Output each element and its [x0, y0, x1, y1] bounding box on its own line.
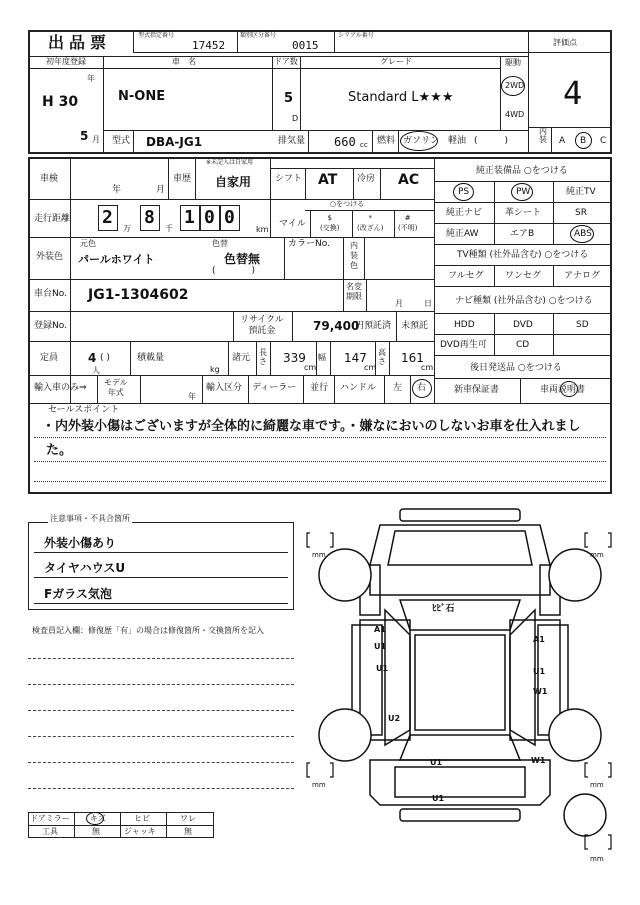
tools-mirror: ドアミラー	[30, 814, 70, 823]
later-title: 後日発送品 ○をつける	[470, 363, 562, 373]
tv-analog: アナログ	[564, 271, 601, 281]
damage-mark-u1-rear: U1	[430, 758, 443, 767]
capacity-value: 4	[88, 351, 97, 365]
mileage-digit-4: 0	[204, 207, 215, 228]
ac-value: AC	[398, 172, 420, 188]
mileage-digit-2: 8	[144, 207, 155, 228]
tools-tool-value: 無	[92, 827, 100, 836]
mileage-label: 走行距離	[34, 214, 71, 224]
mileage-digit-5: 0	[224, 207, 235, 228]
door-type: D	[292, 114, 299, 123]
equip-abs: ABS	[574, 229, 592, 239]
grade-label: グレード	[380, 57, 412, 66]
tools-break: ワレ	[180, 814, 196, 823]
mile-exchanged: $ (交換)	[320, 214, 340, 232]
model-year-unit: 年	[188, 392, 196, 401]
load-unit: kg	[210, 365, 220, 374]
score-value: 4	[563, 74, 583, 112]
chassis-label: 車台No.	[34, 289, 67, 299]
import-dealer: ディーラー	[252, 383, 297, 393]
cc-unit: cc	[360, 141, 368, 149]
year-unit: 年	[87, 74, 95, 83]
equip-sr: SR	[575, 208, 587, 218]
navi-hdd: HDD	[454, 320, 475, 330]
tv-title: TV種類 (社外品含む) ○をつける	[457, 250, 589, 260]
damage-mark-windshield: ﾋﾋﾞ石	[432, 604, 455, 614]
repaint-label: 色替	[212, 239, 228, 248]
model-year-label: モデル 年式	[104, 378, 128, 397]
tread-unit-fl: mm	[312, 551, 326, 559]
car-name-label: 車 名	[172, 57, 196, 66]
navi-dvd: DVD	[513, 320, 533, 330]
drive-2wd: 2WD	[505, 81, 525, 90]
mileage-digit-3: 1	[184, 207, 195, 228]
load-label: 積載量	[137, 353, 165, 363]
damage-mark-u1-right: U1	[533, 667, 546, 676]
equip-tv: 純正TV	[566, 187, 596, 197]
length-label: 長さ	[259, 348, 267, 366]
grade-value: Standard L★★★	[348, 90, 454, 105]
repaint-paren: ( )	[212, 266, 256, 276]
cc-value: 660	[334, 135, 356, 149]
tools-jack-label: ジャッキ	[124, 827, 156, 836]
tools-scratch-circle	[86, 812, 104, 825]
tread-unit-fr: mm	[590, 551, 604, 559]
damage-mark-u1-rear-bumper: U1	[432, 794, 445, 803]
length-value: 339	[283, 351, 306, 365]
mile-label: マイル	[279, 219, 306, 229]
later-manual: 車両説明書	[540, 385, 586, 395]
width-unit: cm	[364, 363, 377, 372]
later-warranty: 新車保証書	[454, 385, 500, 395]
cc-label: 排気量	[278, 136, 306, 146]
drive-4wd: 4WD	[505, 110, 525, 119]
mileage-digit-1: 2	[102, 207, 113, 228]
interior-b-circle	[575, 132, 592, 149]
handle-right: 右	[417, 383, 427, 393]
first-reg-label: 初年度登録	[46, 57, 86, 66]
height-unit: cm	[421, 363, 434, 372]
shift-value: AT	[318, 172, 338, 188]
equip-leather: 革シート	[505, 208, 542, 218]
length-unit: cm	[304, 363, 317, 372]
history-note: ※未記入は自家用	[206, 159, 254, 166]
equip-aw: 純正AW	[446, 229, 479, 239]
dim-label: 諸元	[232, 353, 251, 363]
car-name: N-ONE	[118, 89, 166, 104]
handle-label: ハンドル	[340, 383, 377, 393]
orig-color-label: 元色	[80, 239, 96, 248]
form-title: 出品票	[48, 33, 112, 52]
serial-label: シリアル番号	[338, 32, 374, 39]
later-manual-circle	[560, 381, 578, 397]
tools-scratch: キズ	[90, 814, 106, 823]
recycle-none: 未預託	[401, 321, 429, 331]
note-item-1: 外装小傷あり	[44, 536, 117, 550]
fuel-circle	[400, 131, 438, 151]
tv-oneseg: ワンセグ	[505, 271, 542, 281]
mile-unknown: # (不明)	[398, 214, 418, 232]
reg-month: 5	[80, 129, 89, 143]
tools-tool-label: 工具	[42, 827, 58, 836]
mileage-sen: 千	[165, 224, 173, 233]
interior-c: C	[600, 136, 607, 146]
recycle-value: 79,400	[313, 319, 360, 333]
damage-mark-u2-left-rear: U2	[388, 714, 401, 723]
history-value: 自家用	[215, 175, 252, 189]
name-change-month: 月	[395, 299, 403, 308]
tread-unit-rl: mm	[312, 781, 326, 789]
damage-mark-a1-left-front: A1	[374, 625, 386, 634]
score-label: 評価点	[553, 38, 577, 47]
import-kind-label: 輸入区分	[206, 383, 243, 393]
car-diagram	[300, 505, 620, 865]
note-item-2: タイヤハウスU	[44, 561, 126, 575]
mileage-man: 万	[123, 224, 131, 233]
tread-unit-spare: mm	[590, 855, 604, 863]
name-change-label: 名変 期限	[346, 282, 362, 301]
equip-pw-circle	[511, 183, 533, 201]
navi-title: ナビ種類 (社外品含む) ○をつける	[455, 296, 593, 306]
class-no-value: 0015	[292, 39, 319, 52]
color-no-label: カラーNo.	[288, 239, 330, 249]
width-label: 幅	[318, 353, 326, 362]
equip-pw: PW	[516, 187, 531, 197]
damage-mark-u1-left-front: U1	[374, 642, 387, 651]
model-no-label: 型式指定番号	[138, 32, 175, 39]
capacity-paren: ( )	[100, 353, 110, 363]
orig-color-value: パールホワイト	[78, 253, 155, 266]
type-value: DBA-JG1	[146, 135, 203, 149]
fuel-other: ( )	[474, 136, 509, 146]
equip-navi: 純正ナビ	[446, 208, 483, 218]
import-parallel: 並行	[310, 383, 329, 393]
height-label: 高さ	[378, 348, 386, 366]
fuel-diesel: 軽油	[448, 136, 467, 146]
equipment-title: 純正装備品 ○をつける	[476, 166, 568, 176]
reg-no-label: 登録No.	[34, 321, 67, 331]
fuel-label: 燃料	[377, 136, 396, 146]
sales-point-label: セールスポイント	[48, 405, 120, 415]
cd-label: CD	[516, 340, 530, 350]
tread-unit-rr: mm	[590, 781, 604, 789]
model-no-value: 17452	[192, 39, 226, 52]
sales-point-line-2: た。	[46, 443, 73, 458]
mileage-km: km	[256, 225, 269, 234]
color-label: 外装色	[36, 252, 64, 262]
damage-mark-u1-left-rear-door: U1	[376, 664, 389, 673]
int-color-label: 内 装 色	[350, 241, 358, 270]
handle-left: 左	[393, 383, 403, 393]
shaken-year-unit: 年	[112, 185, 122, 195]
recycle-unit: 円預託済	[355, 321, 392, 331]
chassis-value: JG1-1304602	[88, 287, 189, 303]
capacity-unit: 人	[92, 366, 100, 375]
mile-note: ○をつける	[330, 200, 365, 208]
drive-label: 駆動	[505, 58, 521, 67]
shift-label: シフト	[275, 174, 303, 184]
note-item-3: Fガラス気泡	[44, 587, 112, 601]
equip-ps: PS	[458, 187, 470, 197]
repaint-value: 色替無	[224, 252, 261, 266]
damage-mark-w1-right: W1	[533, 687, 548, 696]
tools-jack-value: 無	[184, 827, 192, 836]
tv-fullseg: フルセグ	[448, 271, 484, 281]
recycle-label: リサイクル 預託金	[240, 315, 284, 336]
shaken-label: 車検	[40, 174, 59, 184]
interior-a: A	[559, 136, 566, 146]
damage-mark-w1-rear-right: W1	[531, 756, 546, 765]
ac-label: 冷房	[357, 174, 376, 184]
navi-sd: SD	[576, 320, 589, 330]
capacity-label: 定員	[40, 353, 59, 363]
month-unit: 月	[92, 135, 100, 144]
history-label: 車歴	[173, 174, 192, 184]
mile-modified: * (改ざん)	[357, 214, 384, 232]
handle-right-circle	[412, 379, 432, 398]
type-label: 型式	[112, 136, 131, 146]
interior-label: 内装	[539, 127, 547, 144]
class-no-label: 類別区分番号	[240, 32, 277, 39]
import-label: 輸入車のみ⇒	[34, 383, 87, 393]
dvd-playback-label: DVD再生可	[440, 340, 487, 350]
fuel-gasoline: ガソリン	[403, 136, 440, 146]
height-value: 161	[401, 351, 424, 365]
name-change-day: 日	[424, 299, 432, 308]
equip-ps-circle	[453, 183, 474, 201]
equip-abs-circle	[570, 225, 594, 243]
door-count: 5	[284, 91, 294, 106]
equip-airbag: エアB	[510, 229, 535, 239]
reg-era-year: H 30	[42, 94, 79, 110]
damage-mark-a1-right: A1	[533, 635, 545, 644]
notes-label: 注意事項・不具合箇所	[50, 514, 130, 523]
doors-label: ドア数	[274, 57, 298, 66]
tools-crack: ヒビ	[134, 814, 150, 823]
interior-b: B	[580, 136, 587, 146]
sales-point-line-1: ・内外装小傷はございますが全体的に綺麗な車です。・嫌なにおいのしないお車を仕入れまし	[42, 419, 581, 434]
inspector-label: 検査員記入欄：修復歴「有」の場合は修復箇所・交換箇所を記入	[32, 626, 264, 635]
width-value: 147	[344, 351, 367, 365]
drive-2wd-circle	[501, 76, 525, 96]
shaken-month-unit: 月	[156, 185, 166, 195]
